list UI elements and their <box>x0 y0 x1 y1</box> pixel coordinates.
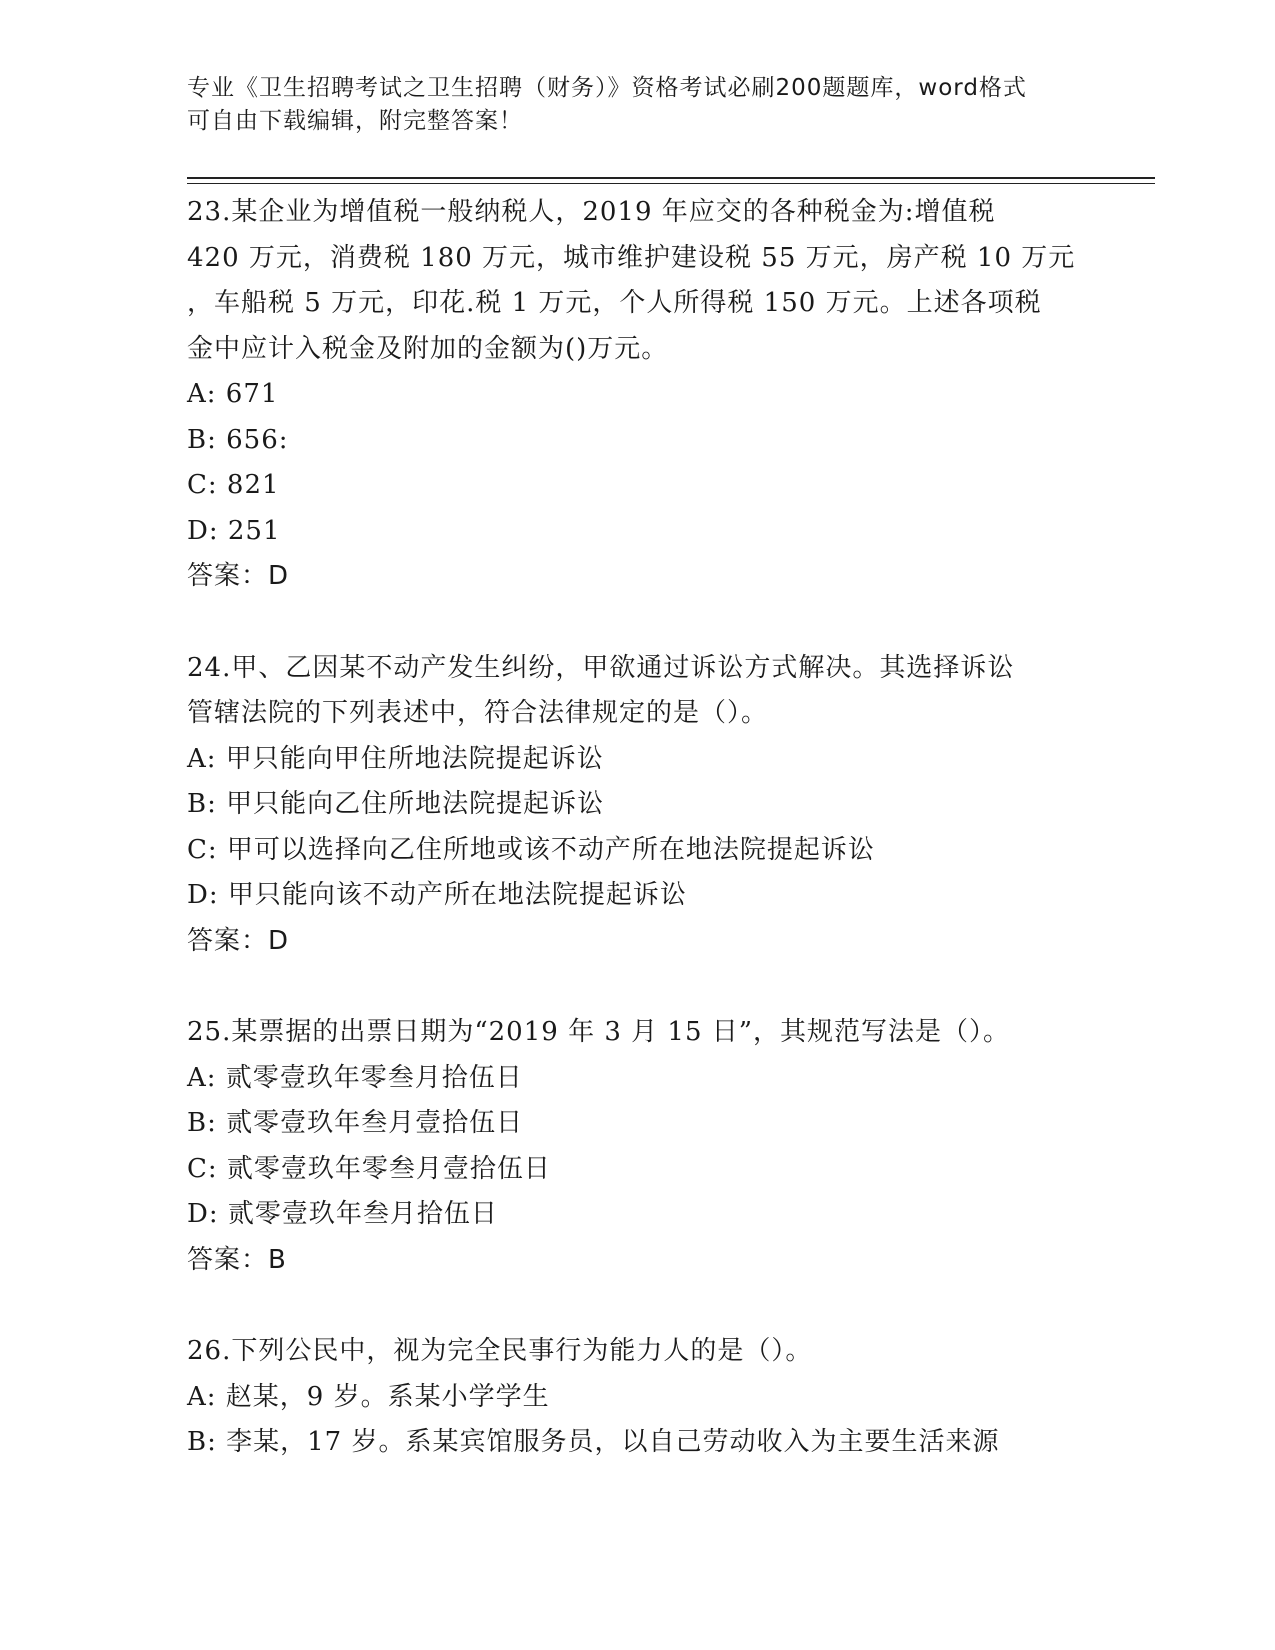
option-b: B: 贰零壹玖年叁月壹拾伍日 <box>187 1108 524 1138</box>
question-stem-line: 420 万元，消费税 180 万元，城市维护建设税 55 万元，房产税 10 万元 <box>187 242 1076 273</box>
option-d: D: 甲只能向该不动产所在地法院提起诉讼 <box>187 880 687 910</box>
question-23 <box>187 190 1087 600</box>
question-list <box>187 190 1087 1466</box>
question-stem-line: 管辖法院的下列表述中，符合法律规定的是（）。 <box>187 698 769 728</box>
question-stem-line: 25.某票据的出票日期为“2019 年 3 月 15 日”，其规范写法是（）。 <box>187 1017 1011 1047</box>
option-a: A: 甲只能向甲住所地法院提起诉讼 <box>187 743 604 774</box>
question-24 <box>187 646 1087 965</box>
question-26 <box>187 1329 1087 1466</box>
question-25 <box>187 1010 1087 1283</box>
header-divider-thick <box>187 177 1155 179</box>
option-c: C: 贰零壹玖年零叁月壹拾伍日 <box>187 1153 551 1184</box>
answer-label: 答案：B <box>187 1244 287 1275</box>
option-a: A: 贰零壹玖年零叁月拾伍日 <box>187 1062 523 1093</box>
answer-label: 答案：D <box>187 561 290 591</box>
option-d: D: 贰零壹玖年叁月拾伍日 <box>187 1199 498 1229</box>
question-stem-line: 金中应计入税金及附加的金额为()万元。 <box>187 333 669 364</box>
question-stem-line: 26.下列公民中，视为完全民事行为能力人的是（）。 <box>187 1336 813 1366</box>
question-stem-line: 24.甲、乙因某不动产发生纠纷，甲欲通过诉讼方式解决。其选择诉讼 <box>187 652 1015 683</box>
option-a: A: 赵某，9 岁。系某小学学生 <box>187 1381 550 1412</box>
question-stem-line: ，车船税 5 万元，印花.税 1 万元，个人所得税 150 万元。上述各项税 <box>187 288 1042 318</box>
answer-label: 答案：D <box>187 925 290 956</box>
option-b: B: 李某，17 岁。系某宾馆服务员，以自己劳动收入为主要生活来源 <box>187 1427 1000 1457</box>
option-b: B: 甲只能向乙住所地法院提起诉讼 <box>187 789 605 819</box>
document-header <box>187 72 1087 138</box>
option-b: B: 656: <box>187 424 289 455</box>
option-d: D: 251 <box>187 515 281 546</box>
header-title-line-2: 可自由下载编辑，附完整答案！ <box>187 108 523 134</box>
option-a: A: 671 <box>187 379 279 409</box>
header-title-line-1: 专业《卫生招聘考试之卫生招聘（财务）》资格考试必刷200题题库，word格式 <box>187 75 1027 101</box>
question-stem-line: 23.某企业为增值税一般纳税人，2019 年应交的各种税金为:增值税 <box>187 197 996 227</box>
option-c: C: 甲可以选择向乙住所地或该不动产所在地法院提起诉讼 <box>187 834 875 865</box>
header-divider-thin <box>187 183 1155 184</box>
option-c: C: 821 <box>187 470 280 500</box>
